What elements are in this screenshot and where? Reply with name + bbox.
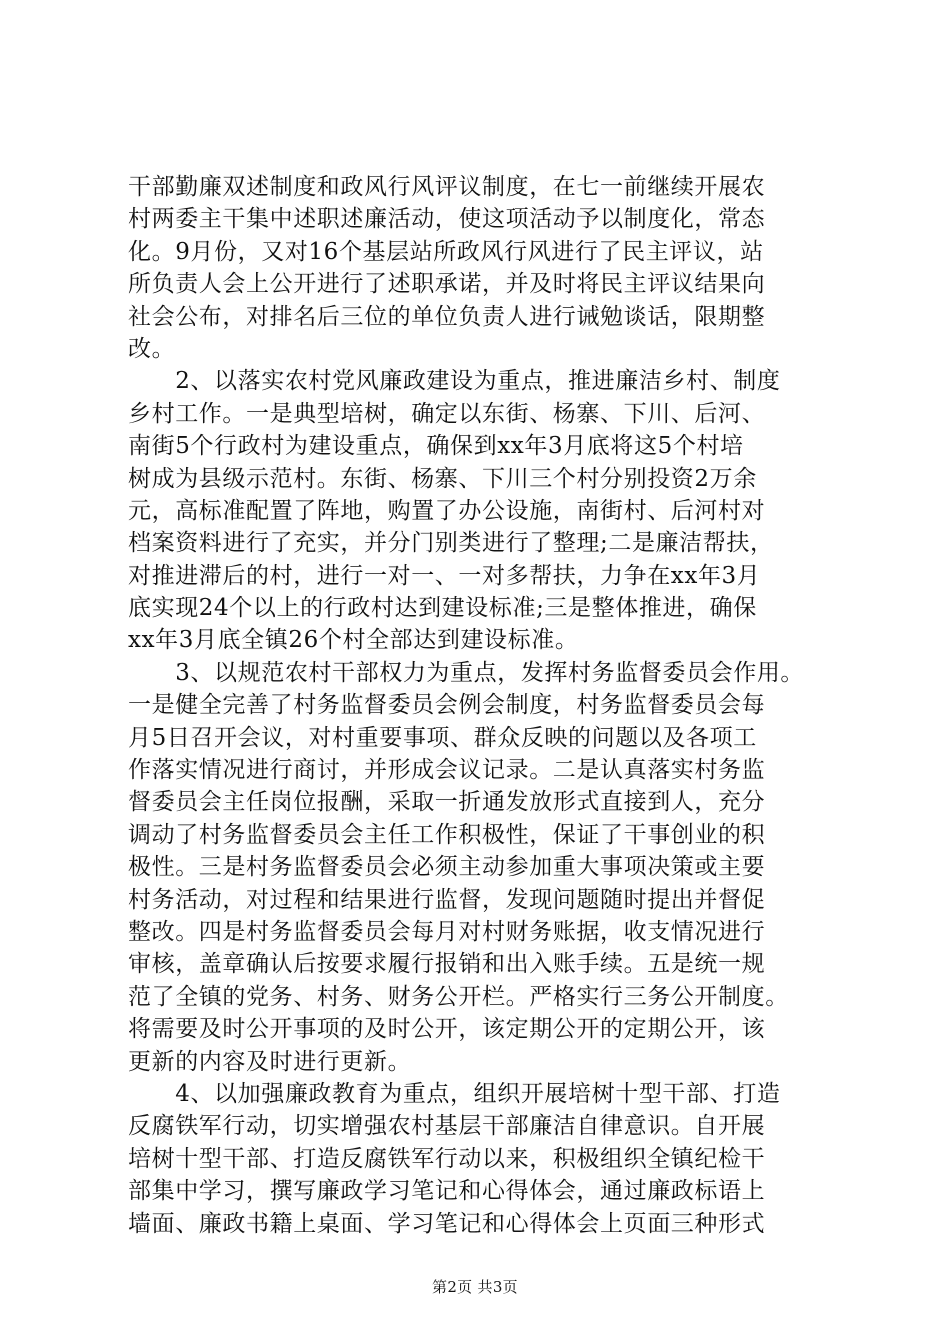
text-line: 范了全镇的党务、村务、财务公开栏。严格实行三务公开制度。 bbox=[128, 983, 789, 1010]
text-line: 档案资料进行了充实，并分门别类进行了整理;二是廉洁帮扶， bbox=[128, 530, 774, 557]
text-line: 一是健全完善了村务监督委员会例会制度，村务监督委员会每 bbox=[128, 692, 766, 719]
text-line: 改。 bbox=[128, 335, 176, 362]
text-line: 村务活动，对过程和结果进行监督，发现问题随时提出并督促 bbox=[128, 886, 766, 913]
text-line: 元，高标准配置了阵地，购置了办公设施，南街村、后河村对 bbox=[128, 497, 766, 524]
text-line: 作落实情况进行商讨，并形成会议记录。二是认真落实村务监 bbox=[128, 757, 766, 784]
text-line: 整改。四是村务监督委员会每月对村财务账据，收支情况进行 bbox=[128, 918, 766, 945]
text-line: 4、以加强廉政教育为重点，组织开展培树十型干部、打造 bbox=[128, 1080, 781, 1107]
text-line: xx年3月底全镇26个村全部达到建设标准。 bbox=[128, 627, 579, 654]
text-line: 墙面、廉政书籍上桌面、学习笔记和心得体会上页面三种形式 bbox=[128, 1210, 766, 1237]
text-line: 将需要及时公开事项的及时公开，该定期公开的定期公开，该 bbox=[128, 1016, 766, 1043]
text-line: 对推进滞后的村，进行一对一、一对多帮扶，力争在xx年3月 bbox=[128, 562, 761, 589]
text-line: 村两委主干集中述职述廉活动，使这项活动予以制度化，常态 bbox=[128, 206, 766, 233]
text-line: 3、以规范农村干部权力为重点，发挥村务监督委员会作用。 bbox=[128, 659, 805, 686]
text-line: 南街5个行政村为建设重点，确保到xx年3月底将这5个村培 bbox=[128, 433, 744, 460]
text-line: 反腐铁军行动，切实增强农村基层干部廉洁自律意识。自开展 bbox=[128, 1113, 766, 1140]
text-line: 2、以落实农村党风廉政建设为重点，推进廉洁乡村、制度 bbox=[128, 368, 781, 395]
text-line: 督委员会主任岗位报酬，采取一折通发放形式直接到人，充分 bbox=[128, 789, 766, 816]
body-text bbox=[128, 171, 832, 1240]
text-line: 月5日召开会议，对村重要事项、群众反映的问题以及各项工 bbox=[128, 724, 757, 751]
page-footer: 第2页 共3页 bbox=[432, 1278, 518, 1296]
text-line: 底实现24个以上的行政村达到建设标准;三是整体推进，确保 bbox=[128, 595, 757, 622]
text-line: 树成为县级示范村。东街、杨寨、下川三个村分别投资2万余 bbox=[128, 465, 757, 492]
text-line: 更新的内容及时进行更新。 bbox=[128, 1048, 412, 1075]
text-line: 培树十型干部、打造反腐铁军行动以来，积极组织全镇纪检干 bbox=[128, 1145, 766, 1172]
text-line: 干部勤廉双述制度和政风行风评议制度，在七一前继续开展农 bbox=[128, 174, 766, 200]
text-line: 审核，盖章确认后按要求履行报销和出入账手续。五是统一规 bbox=[128, 951, 766, 978]
text-line: 乡村工作。一是典型培树，确定以东街、杨寨、下川、后河、 bbox=[128, 400, 766, 427]
text-line: 调动了村务监督委员会主任工作积极性，保证了干事创业的积 bbox=[128, 821, 766, 848]
text-line: 部集中学习，撰写廉政学习笔记和心得体会，通过廉政标语上 bbox=[128, 1178, 766, 1205]
text-line: 社会公布，对排名后三位的单位负责人进行诫勉谈话，限期整 bbox=[128, 303, 766, 330]
text-line: 极性。三是村务监督委员会必须主动参加重大事项决策或主要 bbox=[128, 854, 766, 881]
text-line: 化。9月份，又对16个基层站所政风行风进行了民主评议，站 bbox=[128, 238, 764, 265]
text-line: 所负责人会上公开进行了述职承诺，并及时将民主评议结果向 bbox=[128, 271, 766, 298]
